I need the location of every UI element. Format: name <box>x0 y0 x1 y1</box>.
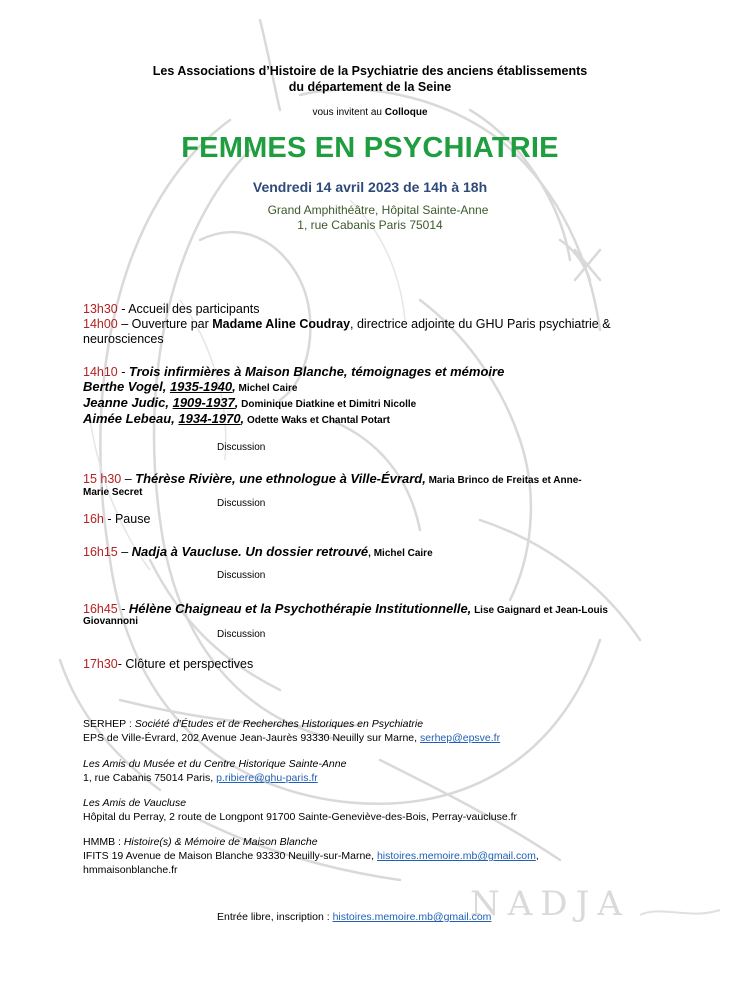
talk2-discussion: Discussion <box>217 498 266 509</box>
talk4-discussion: Discussion <box>217 629 266 640</box>
org-name: Société d’Études et de Recherches Historiques en Psychiatrie <box>134 718 424 730</box>
invite-line <box>0 107 740 118</box>
org-name: Histoire(s) & Mémoire de Maison Blanche <box>123 836 318 848</box>
org-vaucluse-address: Hôpital du Perray, 2 route de Longpont 91700 Sainte-Geneviève-des-Bois, Perray-vaucluse.fr <box>83 811 518 823</box>
person-years: 1935-1940 <box>169 379 233 394</box>
org-hmmb-address <box>83 849 539 863</box>
org-address: 1, rue Cabanis 75014 Paris, <box>83 772 217 784</box>
person-name: Berthe Vogel, <box>83 379 170 394</box>
header-line-2: du département de la Seine <box>288 80 452 94</box>
comma: , <box>234 395 239 410</box>
program-pause <box>83 512 150 526</box>
talk3-discussion: Discussion <box>217 570 266 581</box>
item-text: Pause <box>114 512 151 526</box>
speaker: Maria Brinco de Freitas et Anne- <box>425 475 582 486</box>
person-years: 1934-1970 <box>178 411 241 426</box>
separator: - <box>117 365 129 379</box>
separator: – <box>121 472 136 486</box>
registration-email-link[interactable]: histoires.memoire.mb@gmail.com <box>332 911 492 923</box>
talk2-speaker-line-2: Marie Secret <box>83 487 143 498</box>
venue-line-1: Grand Amphithéâtre, Hôpital Sainte-Anne <box>267 203 489 217</box>
program-accueil <box>83 302 260 316</box>
separator: - <box>117 657 126 671</box>
org-address: IFITS 19 Avenue de Maison Blanche 93330 Neuilly-sur-Marne, <box>83 850 377 862</box>
separator: – <box>117 317 132 331</box>
speaker: Lise Gaignard et Jean-Louis <box>471 605 608 616</box>
org-sainte-anne-address <box>83 771 318 785</box>
sainte-anne-email-link[interactable]: p.ribiere@ghu-paris.fr <box>216 772 318 784</box>
talk1-person-2 <box>83 395 416 410</box>
program-talk3 <box>83 543 433 561</box>
speaker: Michel Caire <box>235 383 298 394</box>
person-name: Jeanne Judic, <box>83 395 173 410</box>
sketch-lettering: NADJA <box>470 884 630 924</box>
org-prefix: HMMB : <box>83 836 124 848</box>
serhep-email-link[interactable]: serhep@epsve.fr <box>419 732 501 744</box>
talk1-person-1 <box>83 379 297 394</box>
org-hmmb-name <box>83 835 318 849</box>
talk1-discussion: Discussion <box>217 442 266 453</box>
org-serhep-name <box>83 717 423 731</box>
time-label: 16h <box>83 512 104 526</box>
invite-text: vous invitent au <box>312 107 385 118</box>
invite-colloque: Colloque <box>384 107 428 118</box>
program-talk2 <box>83 470 582 488</box>
talk-title: Thérèse Rivière, une ethnologue à Ville-Évrard, <box>135 471 426 486</box>
org-sainte-anne-name: Les Amis du Musée et du Centre Historique Sainte-Anne <box>83 758 347 770</box>
hmmb-email-link[interactable]: histoires.memoire.mb@gmail.com <box>376 850 536 862</box>
time-label: 16h45 <box>83 602 118 616</box>
footer-registration <box>217 910 491 924</box>
org-prefix: SERHEP : <box>83 718 135 730</box>
separator: – <box>117 545 132 559</box>
comma: , <box>535 850 539 862</box>
time-label: 14h00 <box>83 317 118 331</box>
org-address: EPS de Ville-Évrard, 202 Avenue Jean-Jaurès 93330 Neuilly sur Marne, <box>83 732 420 744</box>
speaker: Dominique Diatkine et Dimitri Nicolle <box>238 399 417 410</box>
time-label: 14h10 <box>83 365 118 379</box>
time-label: 17h30 <box>83 657 118 671</box>
page-title: FEMMES EN PSYCHIATRIE <box>181 132 559 164</box>
program-ouverture <box>83 317 611 331</box>
item-text-suffix: , directrice adjointe du GHU Paris psychiatrie & <box>350 317 611 331</box>
talk-title: Nadja à Vaucluse. Un dossier retrouvé <box>131 544 369 559</box>
speaker-name: Madame Aline Coudray <box>212 317 351 331</box>
org-vaucluse-name: Les Amis de Vaucluse <box>83 797 187 809</box>
program-talk4 <box>83 600 608 618</box>
time-label: 15 h30 <box>83 472 122 486</box>
item-text: Ouverture par <box>131 317 213 331</box>
org-serhep-address <box>83 731 500 745</box>
comma: , <box>232 379 236 394</box>
separator: - <box>117 302 129 316</box>
person-name: Aimée Lebeau, <box>83 411 179 426</box>
item-text: Accueil des participants <box>128 302 260 316</box>
talk1-person-3 <box>83 411 390 426</box>
org-hmmb-website: hmmaisonblanche.fr <box>83 864 178 876</box>
separator: - <box>103 512 115 526</box>
speaker: Odette Waks et Chantal Potart <box>244 415 390 426</box>
comma: , <box>240 411 245 426</box>
talk4-speaker-line-2: Giovannoni <box>83 616 138 627</box>
event-date: Vendredi 14 avril 2023 de 14h à 18h <box>252 179 488 195</box>
header-line-1: Les Associations d’Histoire de la Psychiatrie des anciens établissements <box>152 64 588 78</box>
time-label: 16h15 <box>83 545 118 559</box>
footer-text: Entrée libre, inscription : <box>217 911 333 923</box>
talk-title: Hélène Chaigneau et la Psychothérapie Institutionnelle, <box>128 601 472 616</box>
program-cloture <box>83 657 253 671</box>
item-text: Clôture et perspectives <box>125 657 254 671</box>
program-ouverture-line-2: neurosciences <box>83 332 164 346</box>
time-label: 13h30 <box>83 302 118 316</box>
person-years: 1909-1937 <box>172 395 235 410</box>
talk-title: Trois infirmières à Maison Blanche, témoignages et mémoire <box>128 364 505 379</box>
separator: - <box>117 602 129 616</box>
speaker: , Michel Caire <box>368 548 433 559</box>
venue-line-2: 1, rue Cabanis Paris 75014 <box>297 218 443 232</box>
